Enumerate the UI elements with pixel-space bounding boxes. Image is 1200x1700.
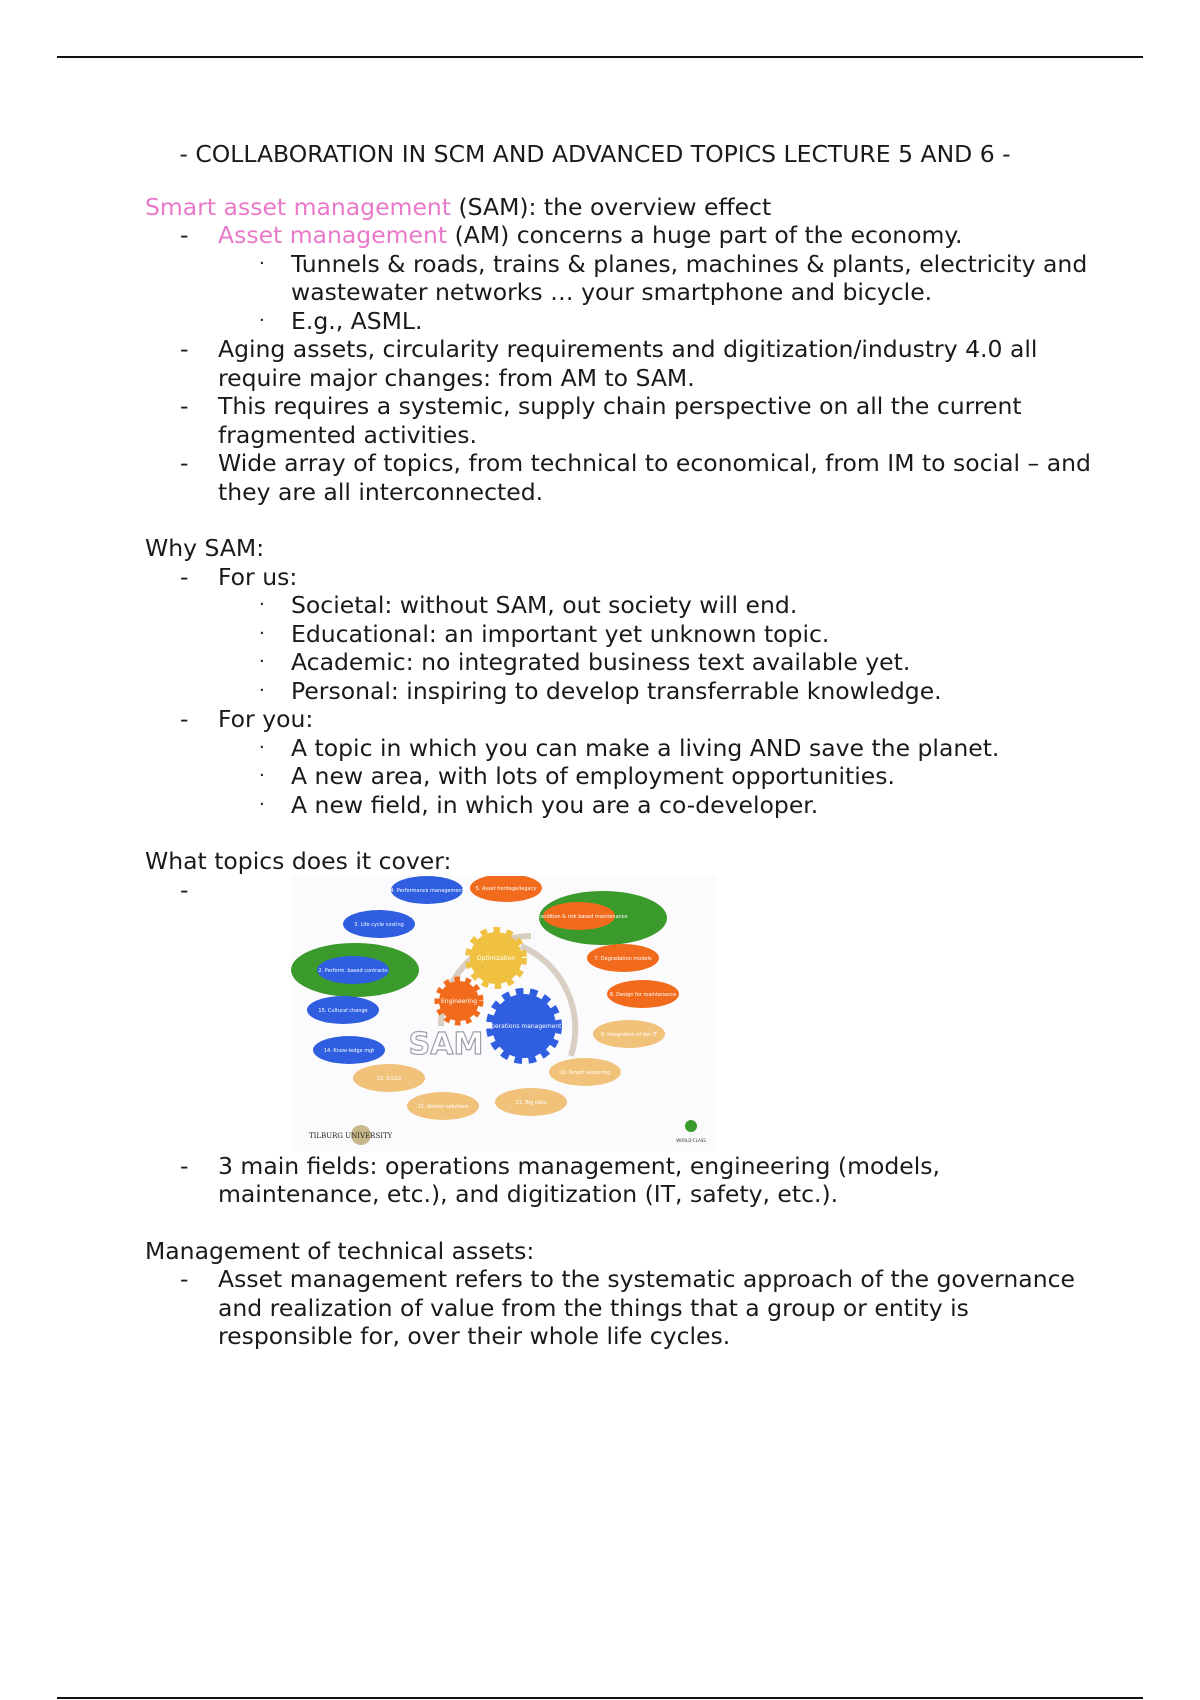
bottom-rule	[57, 1697, 1143, 1699]
list-item-text: Aging assets, circularity requirements and digitization/industry 4.0 all require major changes: from AM to SAM.	[218, 335, 1038, 392]
sam-term: Smart asset management	[145, 192, 452, 221]
sub-item-text: Personal: inspiring to develop transferrable knowledge.	[291, 676, 942, 705]
footer-right-text: WORLD-CLASS	[676, 1137, 706, 1143]
sub-list-item: · Tunnels & roads, trains & planes, machines & plants, electricity and wastewater networks … your smartphone and bicycle.	[259, 249, 1088, 306]
topic-bubble-label: 15. Cultural change	[318, 1007, 368, 1014]
topic-bubble-label: 13. ILS/LS	[376, 1075, 402, 1082]
sub-list-item: · E.g., ASML.	[259, 306, 423, 335]
sub-item-text: A new field, in which you are a co-developer.	[291, 790, 819, 819]
list-item: - For us: · Societal: without SAM, out society will end. · Educational: an important yet unknown topic. · Academic: no integrated business text available yet. · Personal: inspiring to develop transferrable knowledge.	[218, 563, 1095, 706]
gear-label: Operations management	[486, 1022, 562, 1030]
sam-topics-figure	[291, 876, 717, 1152]
topic-bubble-label: 11. Big data	[515, 1099, 547, 1106]
topic-bubble-label: 8. Design for maintenance	[609, 991, 677, 998]
page-title: - COLLABORATION IN SCM AND ADVANCED TOPICS LECTURE 5 AND 6 -	[179, 140, 1011, 168]
list-item: - 3 main fields: operations management, engineering (models, maintenance, etc.), and digitization (IT, safety, etc.).	[180, 1151, 940, 1208]
sub-item-text: E.g., ASML.	[291, 306, 423, 335]
sub-list-item: · Societal: without SAM, out society will end.	[259, 591, 798, 619]
sub-list-item: · Personal: inspiring to develop transferrable knowledge.	[259, 676, 942, 705]
sam-intro-heading	[145, 193, 1095, 222]
sub-item-text: A new area, with lots of employment opportunities.	[291, 762, 895, 790]
topic-bubble-label: 6. Condition & risk based maintenance	[530, 913, 628, 920]
topic-bubble-label: 3. Life cycle costing	[354, 921, 404, 928]
sub-list	[218, 250, 1095, 336]
list-item-text: (AM) concerns a huge part of the economy.	[447, 221, 963, 249]
footer-left-text: TILBURG UNIVERSITY	[309, 1131, 393, 1140]
list-item: - This requires a systemic, supply chain perspective on all the current fragmented activities.	[180, 392, 1022, 449]
topic-bubble-label: 10. Smart sensoring	[559, 1069, 611, 1076]
figure-list-item: - Operations management Optimization Engineering SAM 4. Performance management 5. Asset heritage/legacy 6. Condition & risk based maintenance 3. Life cycle costing 7. Degradation models 2. Perform. based contracts 8. Design for maintenance 15. Cultural change 9. Integration of der IT 14. Know-ledge mgt 10. Smart sensoring 13. ILS/LS 12. Vendor solutions 11. Big data TILBURG UNIVERSITY WORLD-CLASS	[218, 876, 1095, 1152]
list-item-text: Asset management refers to the systematic approach of the governance and realization of value from the things that a group or entity is responsible for, over their whole life cycles.	[218, 1265, 1075, 1350]
gear-label: Engineering	[441, 997, 477, 1005]
list-item: - For you: · A topic in which you can make a living AND save the planet. · A new area, with lots of employment opportunities. · A new field, in which you are a co-developer.	[218, 705, 1095, 819]
sub-list	[218, 734, 1095, 820]
sub-list-item: · Educational: an important yet unknown topic.	[259, 619, 830, 648]
list-item-text: This requires a systemic, supply chain perspective on all the current fragmented activities.	[218, 392, 1022, 449]
list-item-text: For you:	[218, 705, 314, 733]
list-item-text: For us:	[218, 562, 298, 591]
topic-bubble-label: 7. Degradation models	[594, 955, 652, 962]
gear-label: Optimization	[476, 954, 516, 962]
sub-item-text: A topic in which you can make a living AND save the planet.	[291, 733, 1000, 762]
sub-list-item: · A new field, in which you are a co-developer.	[259, 790, 819, 819]
management-heading: Management of technical assets:	[145, 1236, 535, 1265]
list-item: - Wide array of topics, from technical to economical, from IM to social – and they are all interconnected.	[180, 449, 1091, 506]
why-sam-list	[145, 563, 1095, 820]
topic-bubble-label: 4. Performance management	[390, 887, 464, 894]
list-item-text: 3 main fields: operations management, engineering (models, maintenance, etc.), and digitization (IT, safety, etc.).	[218, 1151, 940, 1208]
sam-heading-rest: (SAM): the overview effect	[451, 192, 772, 221]
top-rule	[57, 56, 1143, 58]
sam-intro-list	[145, 221, 1095, 506]
am-term: Asset management	[218, 221, 448, 249]
sub-item-text: Academic: no integrated business text available yet.	[291, 648, 911, 676]
sub-list-item: · A topic in which you can make a living AND save the planet.	[259, 733, 1000, 762]
topics-list	[145, 876, 1095, 1209]
topic-bubble-label: 14. Know-ledge mgt	[323, 1047, 375, 1054]
topic-bubble-label: 2. Perform. based contracts	[318, 967, 388, 974]
world-class-logo	[685, 1120, 697, 1132]
list-item-text: Wide array of topics, from technical to economical, from IM to social – and they are all interconnected.	[218, 449, 1091, 506]
document-body	[145, 140, 1095, 1351]
sub-list-item: · A new area, with lots of employment opportunities.	[259, 762, 895, 790]
sub-item-text: Tunnels & roads, trains & planes, machines & plants, electricity and wastewater networks … your smartphone and bicycle.	[291, 249, 1088, 306]
sub-item-text: Societal: without SAM, out society will end.	[291, 591, 798, 619]
why-sam-heading: Why SAM:	[145, 534, 265, 562]
sub-list-item: · Academic: no integrated business text available yet.	[259, 648, 911, 676]
topics-heading: What topics does it cover:	[145, 847, 452, 875]
topic-bubble-label: 5. Asset heritage/legacy	[475, 885, 537, 892]
sam-center-label: SAM	[408, 1026, 484, 1062]
management-list	[145, 1265, 1095, 1351]
topic-bubble-label: 12. Vendor solutions	[417, 1103, 469, 1110]
list-item: - Asset management (AM) concerns a huge part of the economy. · Tunnels & roads, trains & planes, machines & plants, electricity and wastewater networks … your smartphone and bicycle. · E.g., ASML.	[218, 221, 1095, 335]
topic-bubble-label: 9. Integration of der IT	[600, 1031, 658, 1038]
list-item: - Aging assets, circularity requirements and digitization/industry 4.0 all require major changes: from AM to SAM.	[180, 335, 1038, 392]
sam-topics-diagram	[291, 876, 717, 1152]
list-item: - Asset management refers to the systematic approach of the governance and realization of value from the things that a group or entity is responsible for, over their whole life cycles.	[180, 1265, 1075, 1350]
sub-item-text: Educational: an important yet unknown topic.	[291, 619, 830, 648]
sub-list	[218, 591, 1095, 705]
